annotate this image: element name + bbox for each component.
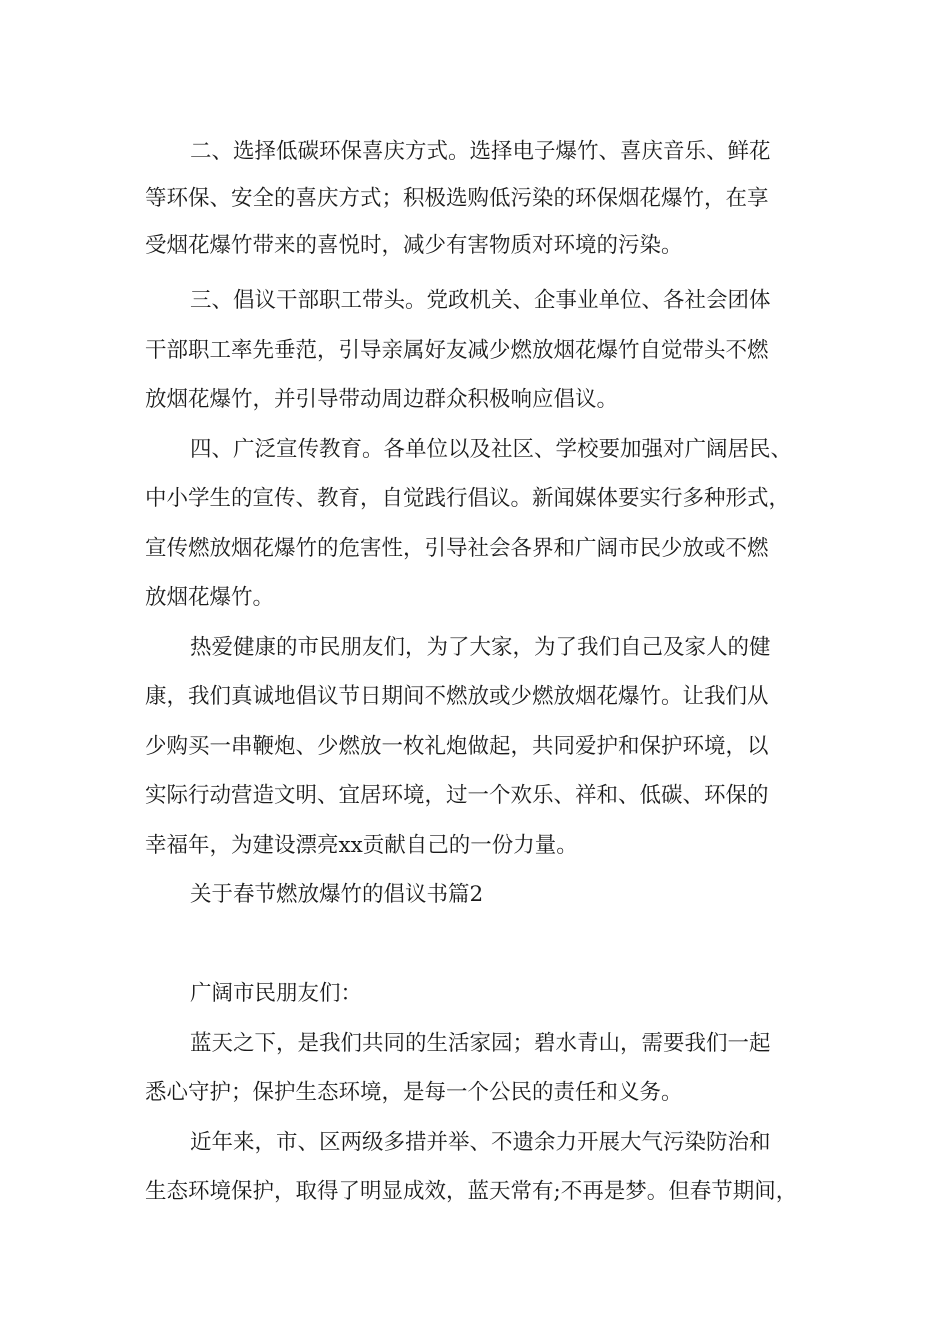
text-line: 幸福年，为建设漂亮xx贡献自己的一份力量。 bbox=[145, 833, 578, 858]
text-line: 宣传燃放烟花爆竹的危害性，引导社会各界和广阔市民少放或不燃 bbox=[145, 536, 769, 561]
text-line: 三、倡议干部职工带头。党政机关、企事业单位、各社会团体 bbox=[190, 288, 771, 313]
text-line: 干部职工率先垂范，引导亲属好友减少燃放烟花爆竹自觉带头不燃 bbox=[145, 338, 769, 363]
text-line: 放烟花爆竹，并引导带动周边群众积极响应倡议。 bbox=[145, 387, 619, 412]
text-line: 近年来，市、区两级多措并举、不遗余力开展大气污染防治和 bbox=[190, 1130, 771, 1155]
text-line: 康，我们真诚地倡议节日期间不燃放或少燃放烟花爆竹。让我们从 bbox=[145, 684, 769, 709]
text-line: 等环保、安全的喜庆方式；积极选购低污染的环保烟花爆竹，在享 bbox=[145, 186, 769, 211]
text-line: 二、选择低碳环保喜庆方式。选择电子爆竹、喜庆音乐、鲜花 bbox=[190, 139, 771, 164]
text-line: 受烟花爆竹带来的喜悦时，减少有害物质对环境的污染。 bbox=[145, 233, 683, 258]
text-line: 四、广泛宣传教育。各单位以及社区、学校要加强对广阔居民、 bbox=[190, 437, 793, 462]
section-title: 关于春节燃放爆竹的倡议书篇2 bbox=[190, 882, 484, 907]
text-line: 生态环境保护，取得了明显成效，蓝天常有;不再是梦。但春节期间， bbox=[145, 1179, 798, 1204]
text-line: 实际行动营造文明、宜居环境，过一个欢乐、祥和、低碳、环保的 bbox=[145, 783, 769, 808]
salutation: 广阔市民朋友们： bbox=[190, 981, 363, 1006]
text-line: 悉心守护；保护生态环境，是每一个公民的责任和义务。 bbox=[145, 1080, 683, 1105]
text-line: 少购买一串鞭炮、少燃放一枚礼炮做起，共同爱护和保护环境，以 bbox=[145, 734, 769, 759]
text-line: 中小学生的宣传、教育，自觉践行倡议。新闻媒体要实行多种形式， bbox=[145, 486, 791, 511]
text-line: 蓝天之下，是我们共同的生活家园；碧水青山，需要我们一起 bbox=[190, 1031, 771, 1056]
text-line: 放烟花爆竹。 bbox=[145, 585, 275, 610]
text-line: 热爱健康的市民朋友们，为了大家，为了我们自己及家人的健 bbox=[190, 635, 771, 660]
